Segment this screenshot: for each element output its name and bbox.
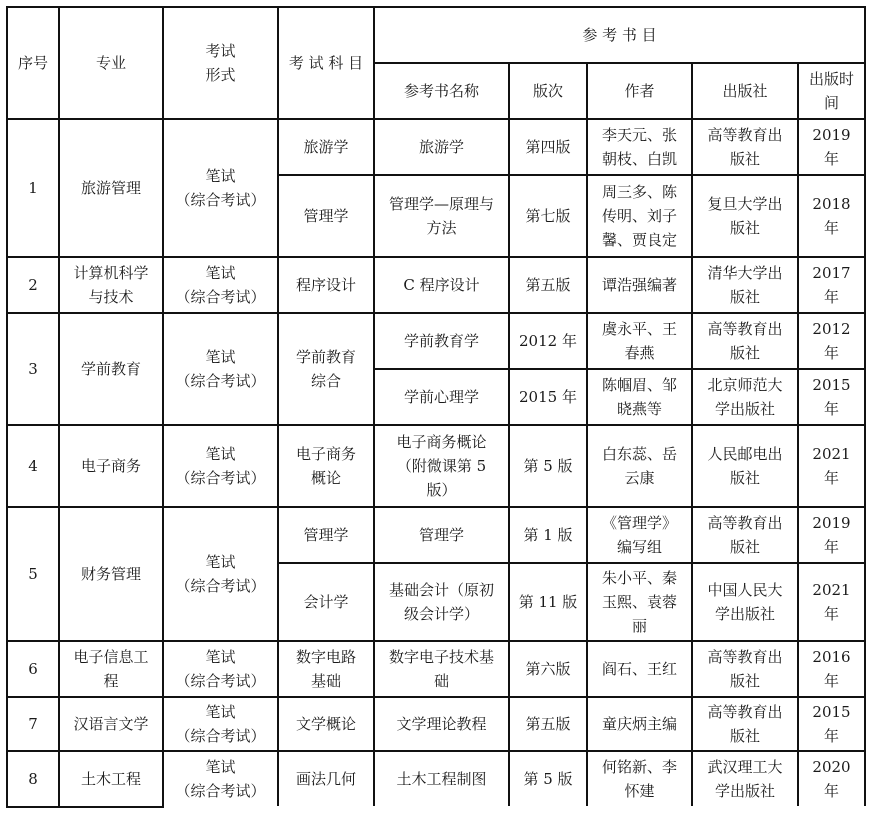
row-book-name: 文学理论教程 <box>374 697 509 751</box>
row-book-name: C 程序设计 <box>374 257 509 313</box>
header-edition: 版次 <box>509 63 587 119</box>
row-author: 童庆炳主编 <box>587 697 692 751</box>
row-seq: 7 <box>7 697 59 751</box>
row-book-name: 基础会计（原初 级会计学） <box>374 563 509 641</box>
row-subject: 管理学 <box>278 507 374 563</box>
row-subject: 文学概论 <box>278 697 374 751</box>
table-row <box>7 697 865 751</box>
row-publisher: 高等教育出 版社 <box>692 641 798 697</box>
reference-books-table <box>6 6 866 808</box>
row-edition: 第四版 <box>509 119 587 175</box>
table-row <box>7 507 865 563</box>
row-edition: 第五版 <box>509 257 587 313</box>
row-major: 汉语言文学 <box>59 697 163 751</box>
row-major: 计算机科学 与技术 <box>59 257 163 313</box>
row-year: 2012 年 <box>798 313 865 369</box>
row-edition: 2012 年 <box>509 313 587 369</box>
row-subject: 旅游学 <box>278 119 374 175</box>
row-book-name: 学前心理学 <box>374 369 509 425</box>
row-author: 陈帼眉、邹 晓燕等 <box>587 369 692 425</box>
header-publisher: 出版社 <box>692 63 798 119</box>
row-publisher: 高等教育出 版社 <box>692 119 798 175</box>
row-year: 2016 年 <box>798 641 865 697</box>
row-year: 2017 年 <box>798 257 865 313</box>
row-seq: 3 <box>7 313 59 425</box>
row-year: 2019 年 <box>798 119 865 175</box>
row-year: 2021 年 <box>798 425 865 507</box>
row-edition: 第五版 <box>509 697 587 751</box>
row-book-name: 土木工程制图 <box>374 751 509 807</box>
row-subject: 电子商务 概论 <box>278 425 374 507</box>
table-row <box>7 313 865 369</box>
table-row <box>7 751 865 807</box>
row-major: 土木工程 <box>59 751 163 807</box>
row-book-name: 学前教育学 <box>374 313 509 369</box>
row-book-name: 旅游学 <box>374 119 509 175</box>
row-year: 2019 年 <box>798 507 865 563</box>
row-seq: 4 <box>7 425 59 507</box>
row-subject: 学前教育 综合 <box>278 313 374 425</box>
table-row <box>7 641 865 697</box>
header-exam-form: 考试 形式 <box>163 7 278 119</box>
table-row <box>7 119 865 175</box>
row-edition: 第 5 版 <box>509 751 587 807</box>
row-exam-form: 笔试 （综合考试） <box>163 257 278 313</box>
row-book-name: 管理学—原理与 方法 <box>374 175 509 257</box>
header-major: 专业 <box>59 7 163 119</box>
row-publisher: 武汉理工大 学出版社 <box>692 751 798 807</box>
row-subject: 程序设计 <box>278 257 374 313</box>
row-seq: 1 <box>7 119 59 257</box>
header-ref-books: 参 考 书 目 <box>374 7 865 63</box>
row-exam-form: 笔试 （综合考试） <box>163 507 278 641</box>
row-book-name: 管理学 <box>374 507 509 563</box>
row-exam-form: 笔试 （综合考试） <box>163 641 278 697</box>
row-publisher: 高等教育出 版社 <box>692 313 798 369</box>
row-publisher: 人民邮电出 版社 <box>692 425 798 507</box>
row-year: 2020 年 <box>798 751 865 807</box>
row-author: 李天元、张 朝枝、白凯 <box>587 119 692 175</box>
header-seq: 序号 <box>7 7 59 119</box>
row-edition: 第六版 <box>509 641 587 697</box>
row-author: 阎石、王红 <box>587 641 692 697</box>
row-author: 周三多、陈 传明、刘子 馨、贾良定 <box>587 175 692 257</box>
header-book-name: 参考书名称 <box>374 63 509 119</box>
table-row <box>7 425 865 507</box>
row-author: 朱小平、秦 玉熙、袁蓉 丽 <box>587 563 692 641</box>
row-publisher: 北京师范大 学出版社 <box>692 369 798 425</box>
header-exam-subject: 考 试 科 目 <box>278 7 374 119</box>
row-seq: 5 <box>7 507 59 641</box>
row-exam-form: 笔试 （综合考试） <box>163 751 278 807</box>
row-subject: 会计学 <box>278 563 374 641</box>
row-author: 何铭新、李 怀建 <box>587 751 692 807</box>
row-edition: 第 5 版 <box>509 425 587 507</box>
row-year: 2015 年 <box>798 369 865 425</box>
row-exam-form: 笔试 （综合考试） <box>163 697 278 751</box>
row-seq: 8 <box>7 751 59 807</box>
row-publisher: 清华大学出 版社 <box>692 257 798 313</box>
row-major: 电子商务 <box>59 425 163 507</box>
row-major: 旅游管理 <box>59 119 163 257</box>
row-edition: 第 1 版 <box>509 507 587 563</box>
header-author: 作者 <box>587 63 692 119</box>
row-publisher: 复旦大学出 版社 <box>692 175 798 257</box>
row-exam-form: 笔试 （综合考试） <box>163 313 278 425</box>
row-book-name: 电子商务概论 （附微课第 5 版） <box>374 425 509 507</box>
row-exam-form: 笔试 （综合考试） <box>163 119 278 257</box>
row-exam-form: 笔试 （综合考试） <box>163 425 278 507</box>
row-year: 2021 年 <box>798 563 865 641</box>
row-major: 学前教育 <box>59 313 163 425</box>
row-publisher: 高等教育出 版社 <box>692 507 798 563</box>
row-major: 财务管理 <box>59 507 163 641</box>
row-author: 谭浩强编著 <box>587 257 692 313</box>
row-subject: 画法几何 <box>278 751 374 807</box>
header-pub-year: 出版时 间 <box>798 63 865 119</box>
row-subject: 管理学 <box>278 175 374 257</box>
row-book-name: 数字电子技术基 础 <box>374 641 509 697</box>
row-seq: 2 <box>7 257 59 313</box>
row-seq: 6 <box>7 641 59 697</box>
row-year: 2015 年 <box>798 697 865 751</box>
row-publisher: 中国人民大 学出版社 <box>692 563 798 641</box>
row-major: 电子信息工 程 <box>59 641 163 697</box>
row-year: 2018 年 <box>798 175 865 257</box>
row-edition: 第 11 版 <box>509 563 587 641</box>
row-publisher: 高等教育出 版社 <box>692 697 798 751</box>
row-author: 白东蕊、岳 云康 <box>587 425 692 507</box>
row-subject: 数字电路 基础 <box>278 641 374 697</box>
row-edition: 2015 年 <box>509 369 587 425</box>
table-row <box>7 257 865 313</box>
row-author: 虞永平、王 春燕 <box>587 313 692 369</box>
row-author: 《管理学》 编写组 <box>587 507 692 563</box>
row-edition: 第七版 <box>509 175 587 257</box>
